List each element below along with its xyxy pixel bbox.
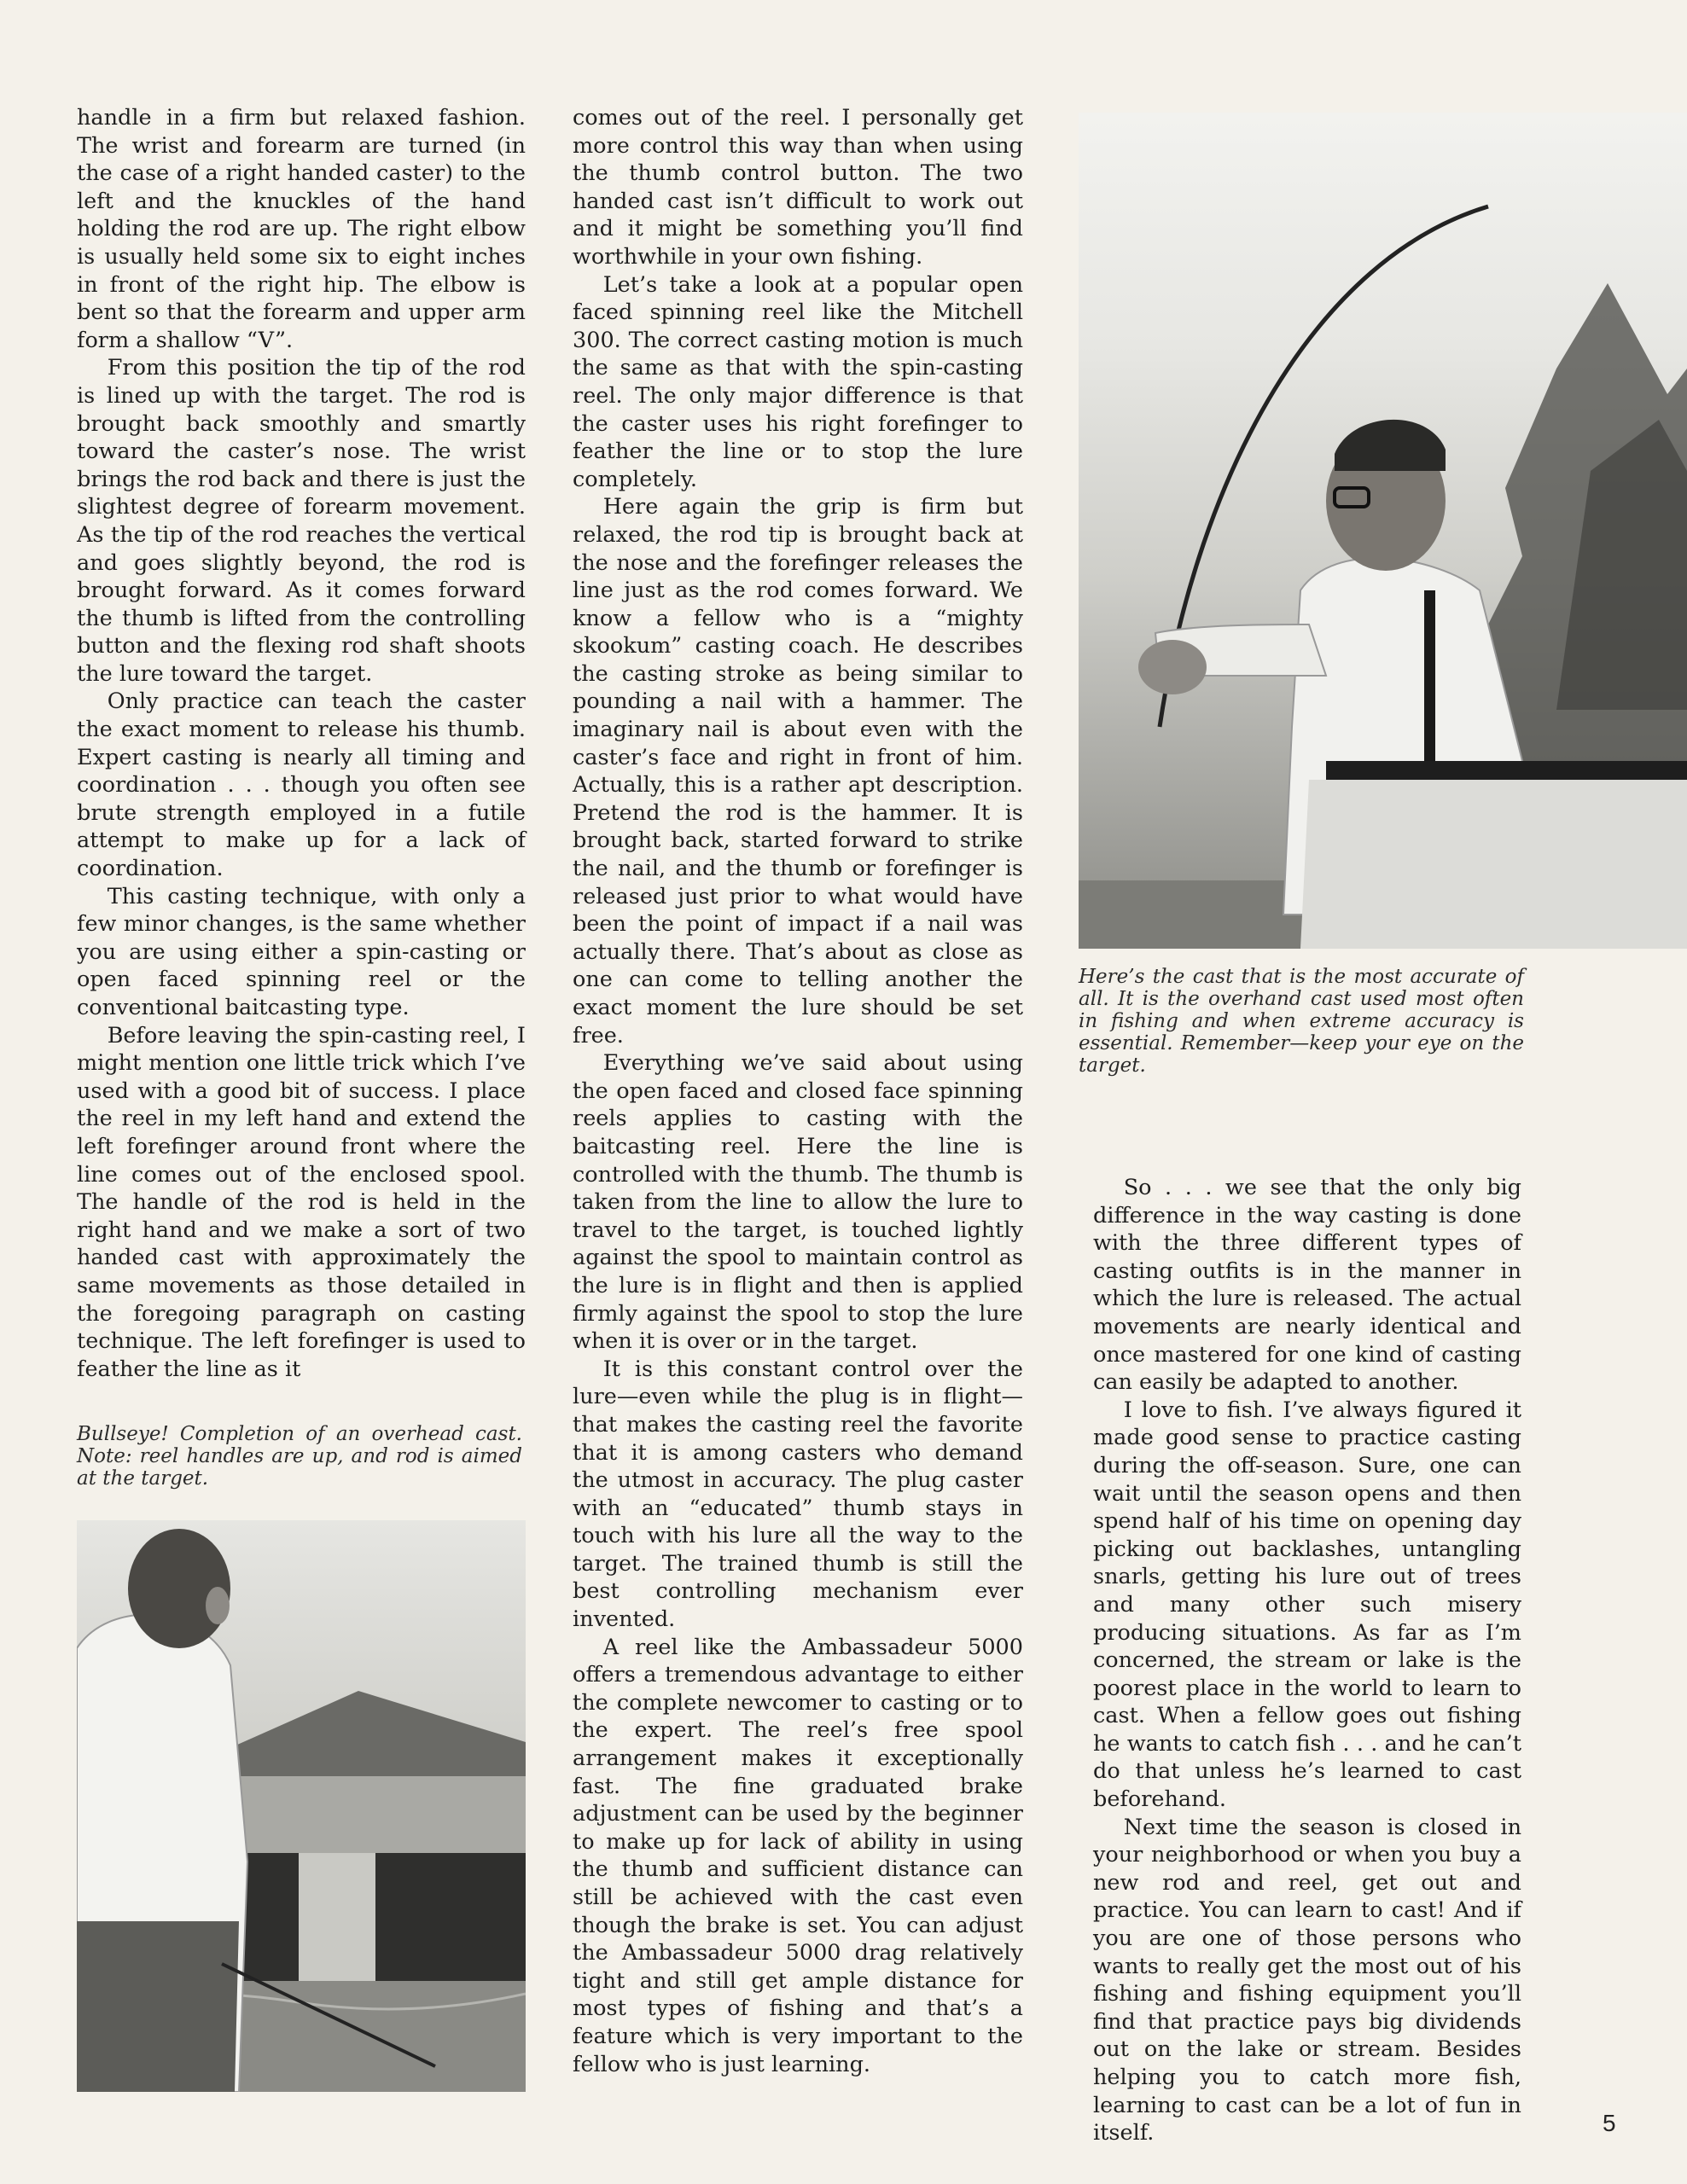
paragraph: It is this constant control over the lure—even while the plug is in flight—that makes the casting reel the favorite that it is among casters who demand the utmost in accuracy. The plug caster with an “educated” thumb stays in touch with his lure all the way to the target. The trained thumb is still the best controlling mechanism ever invented. <box>573 1356 1023 1633</box>
caption-overhead-cast: Here’s the cast that is the most accurate of all. It is the overhand cast used most often in fishing and when extreme accuracy is essential. Remember—keep your eye on the target. <box>1079 966 1524 1077</box>
article-column-1 <box>77 104 526 1383</box>
paragraph: Before leaving the spin-casting reel, I might mention one little trick which I’ve used with a good bit of success. I place the reel in my left hand and extend the left forefinger around front where the line comes out of the enclosed spool. The handle of the rod is held in the right hand and we make a sort of two handed cast with approximately the same movements as those detailed in the foregoing paragraph on casting technique. The left forefinger is used to feather the line as it <box>77 1022 526 1382</box>
paragraph: Let’s take a look at a popular open faced spinning reel like the Mitchell 300. The correct casting motion is much the same as that with the spin-casting reel. The only major difference is that the caster uses his right forefinger to feather the line or to stop the lure completely. <box>573 271 1023 492</box>
overhead-cast-illustration <box>1079 113 1687 949</box>
paragraph: comes out of the reel. I personally get more control this way than when using the thumb control button. The two handed cast isn’t difficult to work out and it might be something you’ll find worthwhile in your own fishing. <box>573 105 1023 270</box>
paragraph: A reel like the Ambassadeur 5000 offers a tremendous advantage to either the complete newcomer to casting or to the expert. The reel’s free spool arrangement makes it exceptionally fast. The fine graduated brake adjustment can be used by the beginner to make up for lack of ability in using the thumb and sufficient distance can still be achieved with the cast even though the brake is set. You can adjust the Ambassadeur 5000 drag relatively tight and still get ample distance for most types of fishing and that’s a feature which is very important to the fellow who is just learning. <box>573 1634 1023 2077</box>
article-column-3 <box>1093 1174 1521 2147</box>
paragraph: handle in a firm but relaxed fashion. The wrist and forearm are turned (in the case of a right handed caster) to the left and the knuckles of the hand holding the rod are up. The right elbow is usually held some six to eight inches in front of the right hip. The elbow is bent so that the forearm and upper arm form a shallow “V”. <box>77 105 526 353</box>
paragraph: So . . . we see that the only big difference in the way casting is done with the three different types of casting outfits is in the manner in which the lure is released. The actual movements are nearly identical and once mastered for one kind of casting can easily be adapted to another. <box>1093 1175 1521 1396</box>
caption-bullseye: Bullseye! Completion of an overhead cast. Note: reel handles are up, and rod is aimed at the target. <box>77 1423 522 1490</box>
paragraph: I love to fish. I’ve always figured it made good sense to practice casting during the off-season. Sure, one can wait until the season opens and then spend half of his time on opening day picking out backlashes, untangling snarls, getting his lure out of trees and many other such misery producing situations. As far as I’m concerned, the stream or lake is the poorest place in the world to learn to cast. When a fellow goes out fishing he wants to catch fish . . . and he can’t do that unless he’s learned to cast beforehand. <box>1093 1397 1521 1813</box>
page-number: 5 <box>1603 2110 1616 2136</box>
paragraph: Next time the season is closed in your neighborhood or when you buy a new rod and reel, get out and practice. You can learn to cast! And if you are one of those persons who wants to really get the most out of his fishing and fishing equipment you’ll find that practice pays big dividends out on the lake or stream. Besides helping you to catch more fish, learning to cast can be a lot of fun in itself. <box>1093 1814 1521 2146</box>
paragraph: This casting technique, with only a few minor changes, is the same whether you are using either a spin-casting or open faced spinning reel or the conventional baitcasting type. <box>77 883 526 1020</box>
bullseye-illustration <box>77 1520 526 2092</box>
photo-overhead-cast <box>1079 113 1687 949</box>
article-column-2 <box>573 104 1023 2078</box>
photo-bullseye-cast <box>77 1520 526 2092</box>
paragraph: From this position the tip of the rod is lined up with the target. The rod is brought back smoothly and smartly toward the caster’s nose. The wrist brings the rod back and there is just the slightest degree of forearm movement. As the tip of the rod reaches the vertical and goes slightly beyond, the rod is brought forward. As it comes forward the thumb is lifted from the controlling button and the flexing rod shaft shoots the lure toward the target. <box>77 355 526 687</box>
paragraph: Everything we’ve said about using the open faced and closed face spinning reels applies to casting with the baitcasting reel. Here the line is controlled with the thumb. The thumb is taken from the line to allow the lure to travel to the target, is touched lightly against the spool to maintain control as the lure is in flight and then is applied firmly against the spool to stop the lure when it is over or in the target. <box>573 1050 1023 1355</box>
paragraph: Only practice can teach the caster the exact moment to release his thumb. Expert casting is nearly all timing and coordination . . . though you often see brute strength employed in a futile attempt to make up for a lack of coordination. <box>77 688 526 882</box>
paragraph: Here again the grip is firm but relaxed, the rod tip is brought back at the nose and the forefinger releases the line just as the rod comes forward. We know a fellow who is a “mighty skookum” casting coach. He describes the casting stroke as being similar to pounding a nail with a hammer. The imaginary nail is about even with the caster’s face and right in front of him. Actually, this is a rather apt description. Pretend the rod is the hammer. It is brought back, started forward to strike the nail, and the thumb or forefinger is released just prior to what would have been the point of impact if a nail was actually there. That’s about as close as one can come to telling another the exact moment the lure should be set free. <box>573 494 1023 1048</box>
